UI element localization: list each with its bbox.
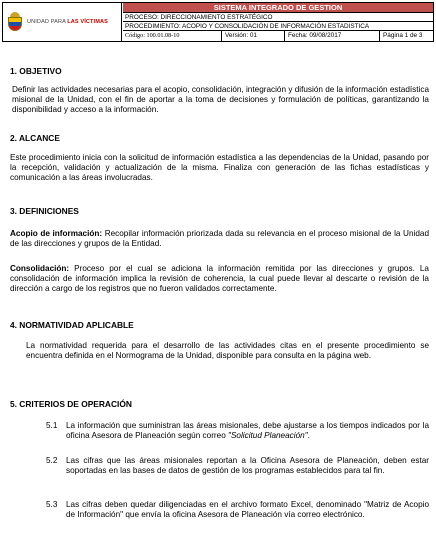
logo-line-2: LAS VÍCTIMAS (67, 19, 108, 25)
logo-line-1: UNIDAD PARA (27, 19, 68, 25)
definition-consolidacion-text: Proceso por el cual se adiciona la información remitida por las direcciones y grupos. La consolidación de información implica la revisión de coherencia, la cual puede llevar al descarte o revisión de la dirección a cargo de los registros que no fueron validados correctamente. (10, 264, 429, 294)
heading-definiciones: 3. DEFINICIONES (10, 206, 79, 216)
term-acopio: Acopio de información: (10, 229, 103, 238)
criterio-number: 5.3 (46, 500, 58, 509)
text-objetivo: Definir las actividades necesarias para el acopio, consolidación, integración y difusión de la información estadística misional de la Unidad, con el fin de aportar a la toma de decisiones y formulación de políticas, garantizando la disponibilidad y acceso a la información. (12, 85, 429, 115)
definition-acopio-text: Recopilar información priorizada dada su relevancia en el proceso misional de la Unidad de las direcciones y grupos de la Entidad. (10, 229, 429, 249)
heading-objetivo: 1. OBJETIVO (10, 66, 62, 76)
criterio-5-2: Las cifras que las áreas misionales reportan a la Oficina Asesora de Planeación, deben estar soportadas en las bases de datos de gestión de los programas establecidos para tal fin. (66, 456, 429, 476)
definition-acopio (10, 229, 429, 249)
meta-row (123, 31, 433, 41)
page-label: Página 1 de 3 (379, 31, 422, 41)
definition-consolidacion (10, 264, 429, 294)
unit-logo (27, 19, 108, 25)
heading-criterios: 5. CRITERIOS DE OPERACIÓN (10, 399, 132, 409)
criterio-5-1 (66, 421, 429, 441)
text-alcance: Este procedimiento inicia con la solicitud de información estadística a las dependencias de la Unidad, pasando por la recepción, validación y actualización de la misma. Finaliza con generación de las fichas estadísticas y comunicación a las áreas involucradas. (10, 153, 429, 183)
criterio-5-1-italic: "Solicitud Planeación" (228, 431, 308, 441)
criterio-number: 5.1 (46, 421, 58, 430)
date-label: Fecha: 09/08/2017 (284, 31, 341, 41)
coat-of-arms-icon (7, 12, 23, 32)
criterio-5-1-text: La información que suministran las áreas misionales, debe ajustarse a los tiempos indicados por la oficina Asesora de Planeación según correo (66, 421, 429, 441)
term-consolidacion: Consolidación: (10, 264, 70, 273)
logo-cell (3, 3, 122, 41)
process-label: PROCESO: DIRECCIONAMIENTO ESTRATÉGICO (123, 13, 433, 22)
heading-normatividad: 4. NORMATIVIDAD APLICABLE (10, 320, 134, 330)
system-title: SISTEMA INTEGRADO DE GESTION (123, 3, 433, 13)
heading-alcance: 2. ALCANCE (10, 133, 60, 143)
code-label: Código: 100.01.08-10 (125, 32, 180, 39)
document-header (2, 2, 434, 42)
header-info (123, 3, 433, 41)
version-label: Versión: 01 (221, 31, 257, 41)
criterio-5-3: Las cifras deben quedar diligenciadas en el archivo formato Excel, denominado "Matriz de Acopio de Información" que envía la oficina Asesora de Planeación vía correo electrónico. (66, 500, 429, 520)
text-normatividad: La normatividad requerida para el desarrollo de las actividades citas en el presente procedimiento se encuentra definida en el Normograma de la Unidad, disponible para consulta en la página web. (26, 341, 429, 361)
criterio-number: 5.2 (46, 456, 58, 465)
criterio-5-1-end: . (307, 431, 310, 441)
procedure-label: PROCEDIMIENTO: ACOPIO Y CONSOLIDACIÓN DE INFORMACIÓN ESTADISTICA (123, 22, 433, 31)
